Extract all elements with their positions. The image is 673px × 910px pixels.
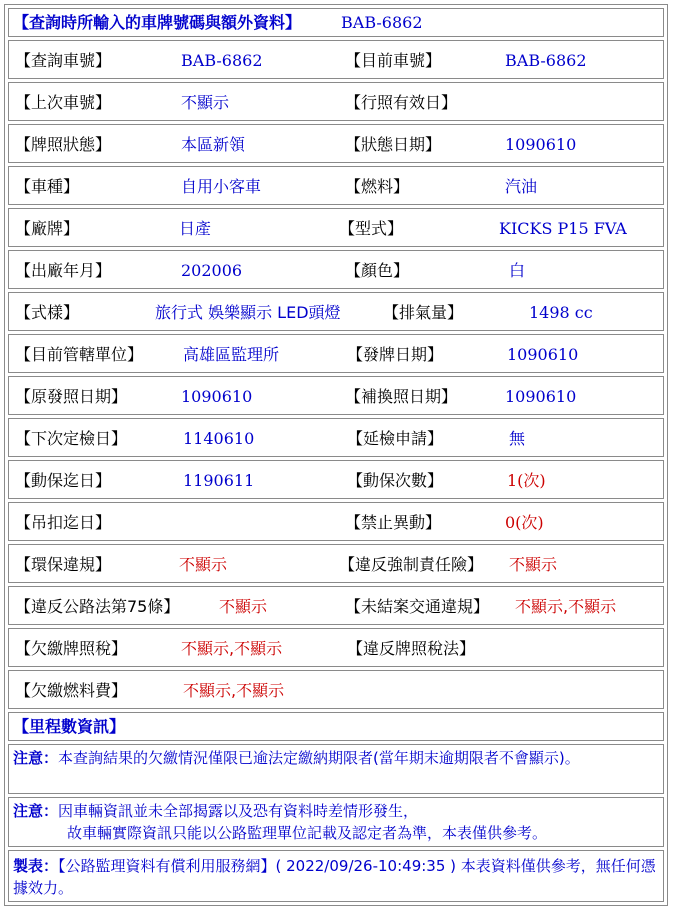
insurance-violation-label: 【違反強制責任險】 xyxy=(339,555,484,574)
brand-label: 【廠牌】 xyxy=(15,219,80,238)
transfer-ban-value: 0(次) xyxy=(505,513,544,532)
movable-security-count-label: 【動保次數】 xyxy=(347,471,444,490)
table-row xyxy=(8,166,664,205)
movable-security-date-value: 1190611 xyxy=(183,471,255,490)
style-value: 旅行式 娛樂顯示 LED頭燈 xyxy=(155,303,341,322)
transfer-ban-label: 【禁止異動】 xyxy=(345,513,442,532)
header-label: 【查詢時所輸入的車牌號碼與額外資料】 xyxy=(13,13,302,32)
vehicle-type-label: 【車種】 xyxy=(15,177,80,196)
table-row xyxy=(8,208,664,247)
fuel-value: 汽油 xyxy=(505,177,538,196)
movable-security-count-value: 1(次) xyxy=(507,471,546,490)
table-row xyxy=(8,40,664,79)
jurisdiction-value: 高雄區監理所 xyxy=(183,345,280,364)
license-valid-date-label: 【行照有效日】 xyxy=(345,93,458,112)
style-label: 【式樣】 xyxy=(15,303,80,322)
jurisdiction-label: 【目前管轄單位】 xyxy=(15,345,144,364)
table-row xyxy=(8,124,664,163)
model-label: 【型式】 xyxy=(339,219,404,238)
footer xyxy=(13,855,657,899)
mileage-row xyxy=(8,712,664,741)
unpaid-fuel-fee-value: 不顯示,不顯示 xyxy=(183,681,285,700)
traffic-violation-value: 不顯示,不顯示 xyxy=(515,597,617,616)
current-plate-value: BAB-6862 xyxy=(505,51,587,70)
table-row xyxy=(8,376,664,415)
table-row xyxy=(8,292,664,331)
status-date-label: 【狀態日期】 xyxy=(345,135,442,154)
note-2-line-2: 故車輛實際資訊只能以公路監理單位記載及認定者為準，本表僅供參考。 xyxy=(67,824,548,842)
vehicle-type-value: 自用小客車 xyxy=(181,177,262,196)
note-2-continued xyxy=(67,822,547,844)
traffic-violation-label: 【未結案交通違規】 xyxy=(345,597,490,616)
color-value: 白 xyxy=(509,261,526,280)
table-row xyxy=(8,418,664,457)
previous-plate-value: 不顯示 xyxy=(181,93,230,112)
movable-security-date-label: 【動保迄日】 xyxy=(15,471,112,490)
license-tax-violation-label: 【違反牌照稅法】 xyxy=(347,639,476,658)
header-row xyxy=(8,8,664,37)
table-row xyxy=(8,670,664,709)
footer-label: 製表： xyxy=(13,857,59,875)
table-row xyxy=(8,586,664,625)
note-2 xyxy=(13,800,657,822)
original-issue-date-value: 1090610 xyxy=(181,387,253,406)
note-row xyxy=(8,797,664,847)
displacement-value: 1498 cc xyxy=(529,303,593,322)
issue-date-label: 【發牌日期】 xyxy=(347,345,444,364)
table-row xyxy=(8,334,664,373)
table-row xyxy=(8,82,664,121)
query-plate-label: 【查詢車號】 xyxy=(15,51,112,70)
color-label: 【顏色】 xyxy=(345,261,410,280)
manufacture-date-label: 【出廠年月】 xyxy=(15,261,112,280)
original-issue-date-label: 【原發照日期】 xyxy=(15,387,128,406)
note-1-label: 注意： xyxy=(13,749,59,767)
table-row xyxy=(8,544,664,583)
highway-law-violation-value: 不顯示 xyxy=(219,597,268,616)
current-plate-label: 【目前車號】 xyxy=(345,51,442,70)
table-row xyxy=(8,460,664,499)
issue-date-value: 1090610 xyxy=(507,345,579,364)
note-1 xyxy=(13,747,657,769)
unpaid-license-tax-value: 不顯示,不顯示 xyxy=(181,639,283,658)
brand-value: 日產 xyxy=(179,219,212,238)
inspection-extension-value: 無 xyxy=(509,429,526,448)
environmental-violation-value: 不顯示 xyxy=(179,555,228,574)
previous-plate-label: 【上次車號】 xyxy=(15,93,112,112)
note-2-line-1: 因車輛資訊並未全部揭露以及恐有資料時差情形發生， xyxy=(58,802,419,820)
environmental-violation-label: 【環保違規】 xyxy=(15,555,112,574)
next-inspection-label: 【下次定檢日】 xyxy=(15,429,128,448)
model-value: KICKS P15 FVA xyxy=(499,219,627,238)
table-row xyxy=(8,250,664,289)
table-row xyxy=(8,628,664,667)
unpaid-license-tax-label: 【欠繳牌照稅】 xyxy=(15,639,128,658)
reissue-date-label: 【補換照日期】 xyxy=(345,387,458,406)
reissue-date-value: 1090610 xyxy=(505,387,577,406)
suspension-date-label: 【吊扣迄日】 xyxy=(15,513,112,532)
table-row xyxy=(8,502,664,541)
insurance-violation-value: 不顯示 xyxy=(509,555,558,574)
inspection-extension-label: 【延檢申請】 xyxy=(347,429,444,448)
plate-status-value: 本區新領 xyxy=(181,135,246,154)
next-inspection-value: 1140610 xyxy=(183,429,255,448)
mileage-label: 【里程數資訊】 xyxy=(13,717,126,736)
footer-row xyxy=(8,850,664,902)
unpaid-fuel-fee-label: 【欠繳燃料費】 xyxy=(15,681,128,700)
note-2-label: 注意： xyxy=(13,802,59,820)
footer-text: 【公路監理資料有償利用服務網】( 2022/09/26-10:49:35 ) 本表資料僅供參考，無任何憑據效力。 xyxy=(13,857,656,897)
note-row xyxy=(8,744,664,794)
displacement-label: 【排氣量】 xyxy=(383,303,464,322)
note-1-text: 本查詢結果的欠繳情況僅限已逾法定繳納期限者(當年期末逾期限者不會顯示)。 xyxy=(58,749,580,767)
plate-status-label: 【牌照狀態】 xyxy=(15,135,112,154)
query-plate-value: BAB-6862 xyxy=(181,51,263,70)
status-date-value: 1090610 xyxy=(505,135,577,154)
vehicle-info-table xyxy=(4,4,668,906)
header-plate-value: BAB-6862 xyxy=(341,13,423,32)
manufacture-date-value: 202006 xyxy=(181,261,243,280)
fuel-label: 【燃料】 xyxy=(345,177,410,196)
highway-law-violation-label: 【違反公路法第75條】 xyxy=(15,597,180,616)
